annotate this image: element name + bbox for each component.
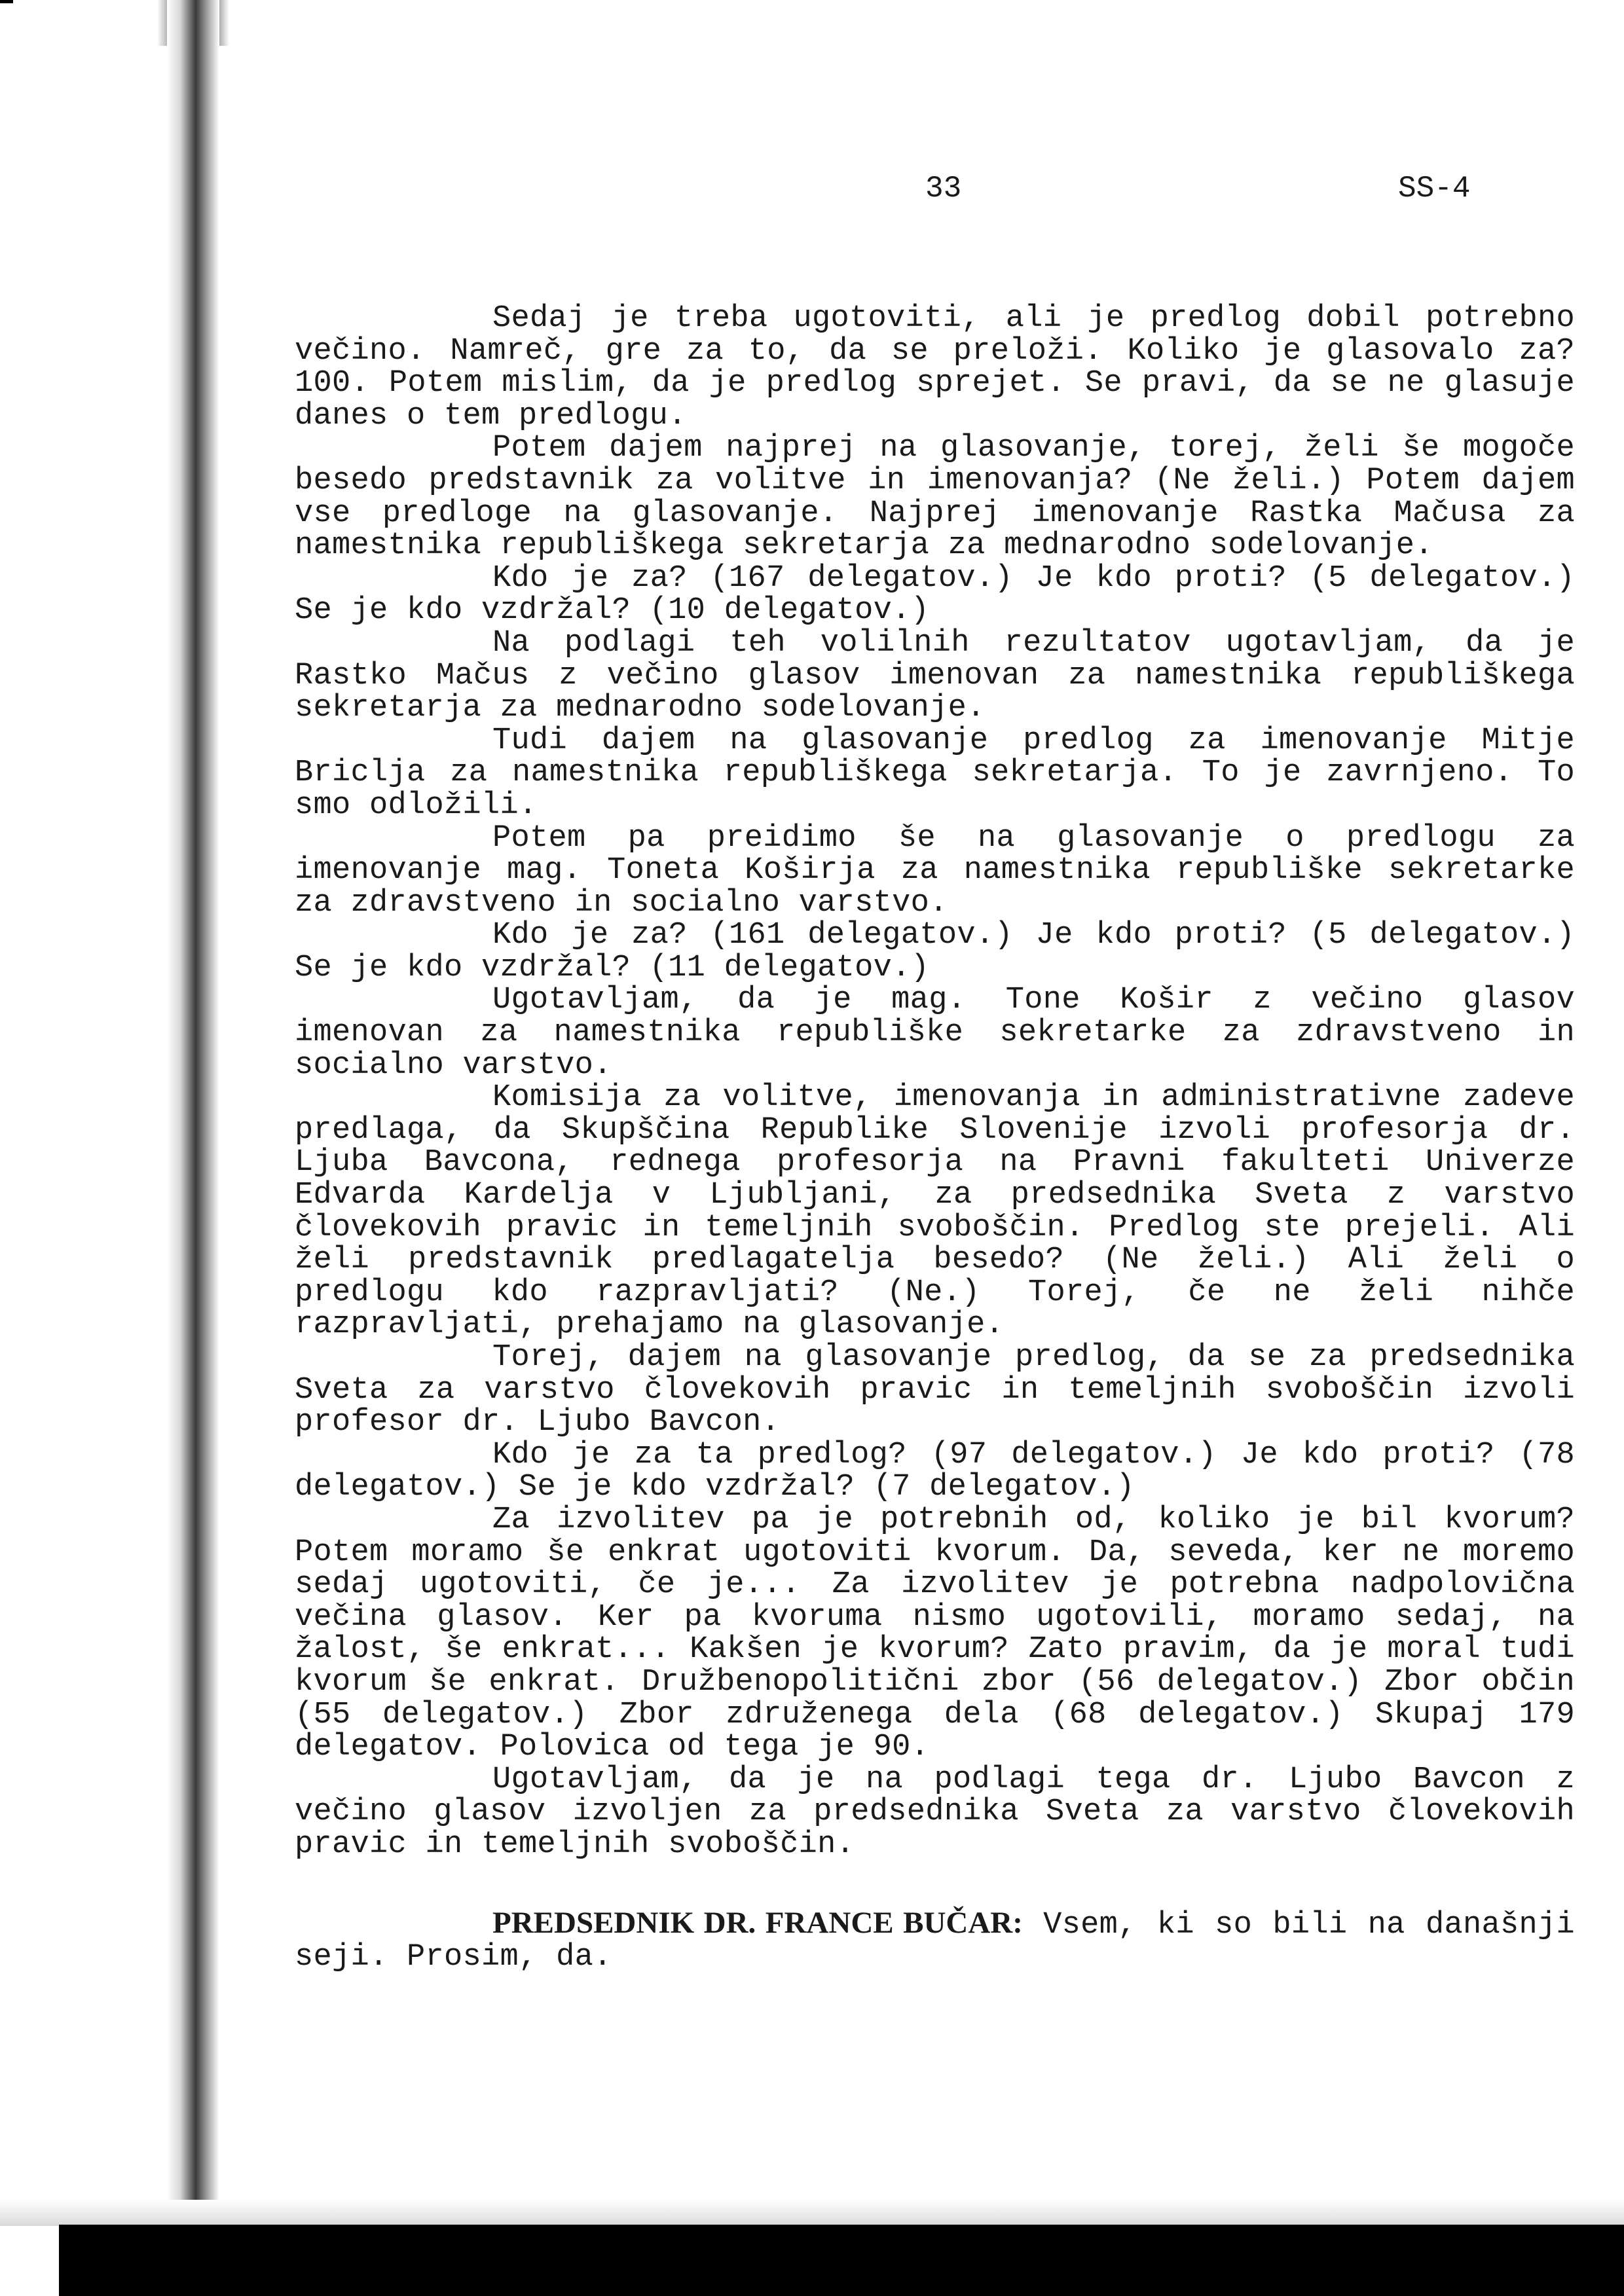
scan-bottom-fade	[0, 2200, 1624, 2226]
paragraph: Kdo je za? (161 delegatov.) Je kdo proti? (5 delegatov.) Se je kdo vzdržal? (11 delegatov.)	[295, 918, 1575, 985]
paragraph: Kdo je za? (167 delegatov.) Je kdo proti? (5 delegatov.) Se je kdo vzdržal? (10 delegatov.)	[295, 560, 1575, 629]
speaker-paragraph	[295, 1907, 1575, 1974]
speaker-text: Vsem, ki so bili na današnji seji. Prosim, da.	[295, 1907, 1575, 1975]
page-number: 33	[925, 172, 962, 206]
scan-corner-mark	[0, 0, 13, 3]
scan-bottom-band	[59, 2225, 1624, 2296]
paragraph: Torej, dajem na glasovanje predlog, da se za predsednika Sveta za varstvo človekovih pravic in temeljnih svoboščin izvoli profesor dr. Ljubo Bavcon.	[295, 1340, 1575, 1440]
paragraph: Kdo je za ta predlog? (97 delegatov.) Je kdo proti? (78 delegatov.) Se je kdo vzdržal? (7 delegatov.)	[295, 1437, 1575, 1505]
binding-shadow	[167, 0, 219, 2296]
paragraph: Na podlagi teh volilnih rezultatov ugotavljam, da je Rastko Mačus z večino glasov imenovan za namestnika republiškega sekretarja za mednarodno sodelovanje.	[295, 625, 1575, 726]
paragraph: Ugotavljam, da je mag. Tone Košir z večino glasov imenovan za namestnika republiške sekretarke za zdravstveno in socialno varstvo.	[295, 983, 1575, 1083]
paragraph: Potem pa preidimo še na glasovanje o predlogu za imenovanje mag. Toneta Koširja za namestnika republiške sekretarke za zdravstveno in socialno varstvo.	[295, 820, 1575, 920]
paragraph: Ugotavljam, da je na podlagi tega dr. Ljubo Bavcon z večino glasov izvoljen za predsednika Sveta za varstvo človekovih pravic in temeljnih svoboščin.	[295, 1762, 1575, 1862]
paragraph: Potem dajem najprej na glasovanje, torej, želi še mogoče besedo predstavnik za volitve in imenovanja? (Ne želi.) Potem dajem vse predloge na glasovanje. Najprej imenovanje Rastka Mačusa za namestnika republiškega sekretarja za mednarodno sodelovanje.	[295, 431, 1575, 564]
paragraph: Sedaj je treba ugotoviti, ali je predlog dobil potrebno večino. Namreč, gre za to, da se preloži. Koliko je glasovalo za? 100. Potem mislim, da je predlog sprejet. Se pravi, da se ne glasuje danes o tem predlogu.	[295, 301, 1575, 433]
transcript-body	[295, 302, 1575, 1974]
paragraph: Komisija za volitve, imenovanja in administrativne zadeve predlaga, da Skupščina Republike Slovenije izvoli profesorja dr. Ljuba Bavcona, rednega profesorja na Pravni fakulteti Univerze Edvarda Kardelja v Ljubljani, za predsednika Sveta z varstvo človekovih pravic in temeljnih svoboščin. Predlog ste prejeli. Ali želi predstavnik predlagatelja besedo? (Ne želi.) Ali želi o predlogu kdo razpravljati? (Ne.) Torej, če ne želi nihče razpravljati, prehajamo na glasovanje.	[295, 1080, 1575, 1343]
paragraph: Za izvolitev pa je potrebnih od, koliko je bil kvorum? Potem moramo še enkrat ugotoviti kvorum. Da, seveda, ker ne moremo sedaj ugotoviti, če je... Za izvolitev je potrebna nadpolovična večina glasov. Ker pa kvoruma nismo ugotovili, moramo sedaj, na žalost, še enkrat... Kakšen je kvorum? Zato pravim, da je moral tudi kvorum še enkrat. Družbenopolitični zbor (56 delegatov.) Zbor občin (55 delegatov.) Zbor združenega dela (68 delegatov.) Skupaj 179 delegatov. Polovica od tega je 90.	[295, 1502, 1575, 1765]
speaker-name: PREDSEDNIK DR. FRANCE BUČAR:	[492, 1905, 1023, 1940]
document-code: SS-4	[1398, 172, 1471, 206]
paragraph: Tudi dajem na glasovanje predlog za imenovanje Mitje Briclja za namestnika republiškega sekretarja. To je zavrnjeno. To smo odložili.	[295, 723, 1575, 823]
